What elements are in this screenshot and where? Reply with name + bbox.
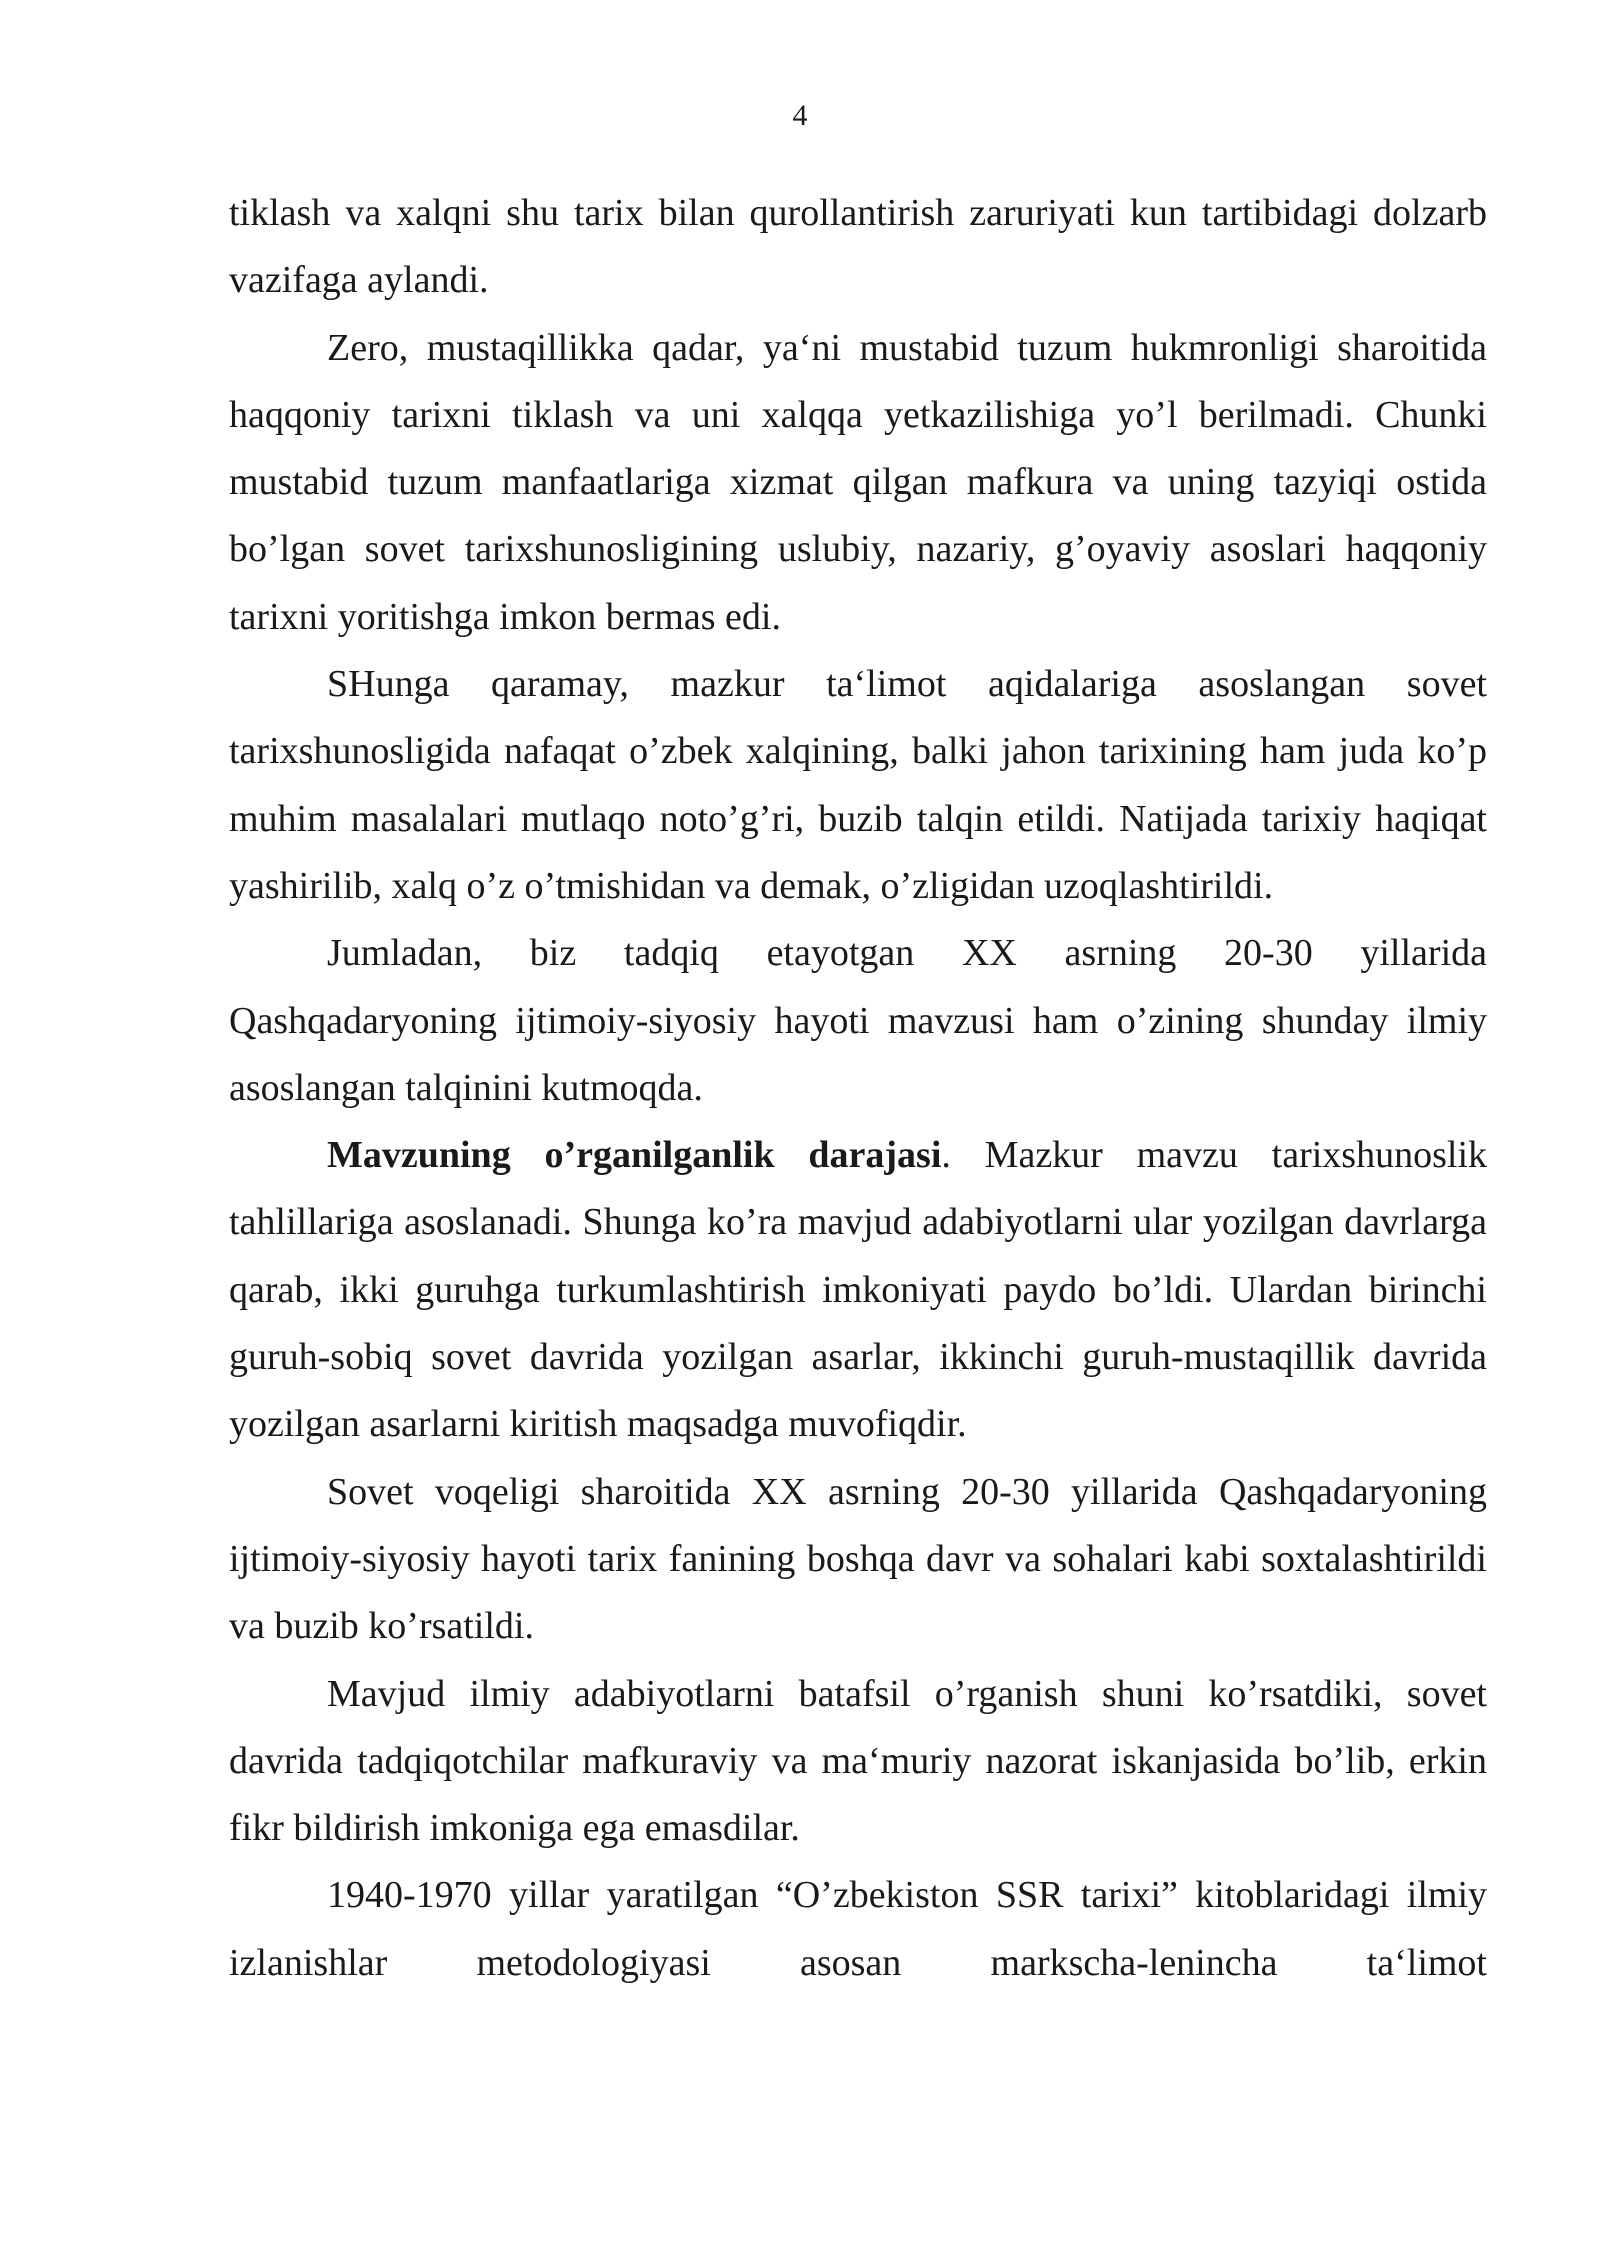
paragraph-existing-literature: Mavjud ilmiy adabiyotlarni batafsil o’rganish shuni ko’rsatdiki, sovet davrida tadqiqotchilar mafkuraviy va ma‘muriy nazorat iskanjasida bo’lib, erkin fikr bildirish imkoniga ega emasdilar.	[229, 1672, 1487, 1850]
paragraph-literature-review	[229, 1122, 1487, 1458]
paragraph-research-topic: Jumladan, biz tadqiq etayotgan XX asrning 20-30 yillarida Qashqadaryoning ijtimoiy-siyosiy hayoti mavzusi ham o’zining shunday ilmiy asoslangan talqinini kutmoqda.	[229, 932, 1487, 1109]
paragraph-soviet-historiography: SHunga qaramay, mazkur ta‘limot aqidalariga asoslangan sovet tarixshunosligida nafaqat o’zbek xalqining, balki jahon tarixining ham juda ko’p muhim masalalari mutlaqo noto’g’ri, buzib talqin etildi. Natijada tarixiy haqiqat yashirilib, xalq o’z o’tmishidan va demak, o’zligidan uzoqlashtirildi.	[229, 663, 1487, 907]
paragraph-soviet-reality: Sovet voqeligi sharoitida XX asrning 20-30 yillarida Qashqadaryoning ijtimoiy-siyosiy hayoti tarix fanining boshqa davr va sohalari kabi soxtalashtirildi va buzib ko’rsatildi.	[229, 1470, 1487, 1648]
page-number: 4	[792, 99, 808, 132]
paragraph-literature-review-text: . Mazkur mavzu tarixshunoslik tahlillariga asoslanadi. Shunga ko’ra mavjud adabiyotlarni ular yozilgan davrlarga qarab, ikki guruhga turkumlashtirish imkoniyati paydo bo’ldi. Ulardan birinchi guruh-sobiq sovet davrida yozilgan asarlar, ikkinchi guruh-mustaqillik davrida yozilgan asarlarni kiritish maqsadga muvofiqdir.	[229, 1134, 1487, 1446]
document-body	[229, 180, 1487, 1997]
paragraph-ssr-history: 1940-1970 yillar yaratilgan “O’zbekiston SSR tarixi” kitoblaridagi ilmiy izlanishlar metodologiyasi asosan markscha-lenincha ta‘limot	[229, 1874, 1487, 1984]
paragraph-independence: Zero, mustaqillikka qadar, ya‘ni mustabid tuzum hukmronligi sharoitida haqqoniy tarixni tiklash va uni xalqqa yetkazilishiga yo’l berilmadi. Chunki mustabid tuzum manfaatlariga xizmat qilgan mafkura va uning tazyiqi ostida bo’lgan sovet tarixshunosligining uslubiy, nazariy, g’oyaviy asoslari haqqoniy tarixni yoritishga imkon bermas edi.	[229, 326, 1487, 638]
paragraph-continuation: tiklash va xalqni shu tarix bilan qurollantirish zaruriyati kun tartibidagi dolzarb vazifaga aylandi.	[229, 192, 1487, 302]
section-heading-inline: Mavzuning o’rganilganlik darajasi	[327, 1134, 942, 1177]
